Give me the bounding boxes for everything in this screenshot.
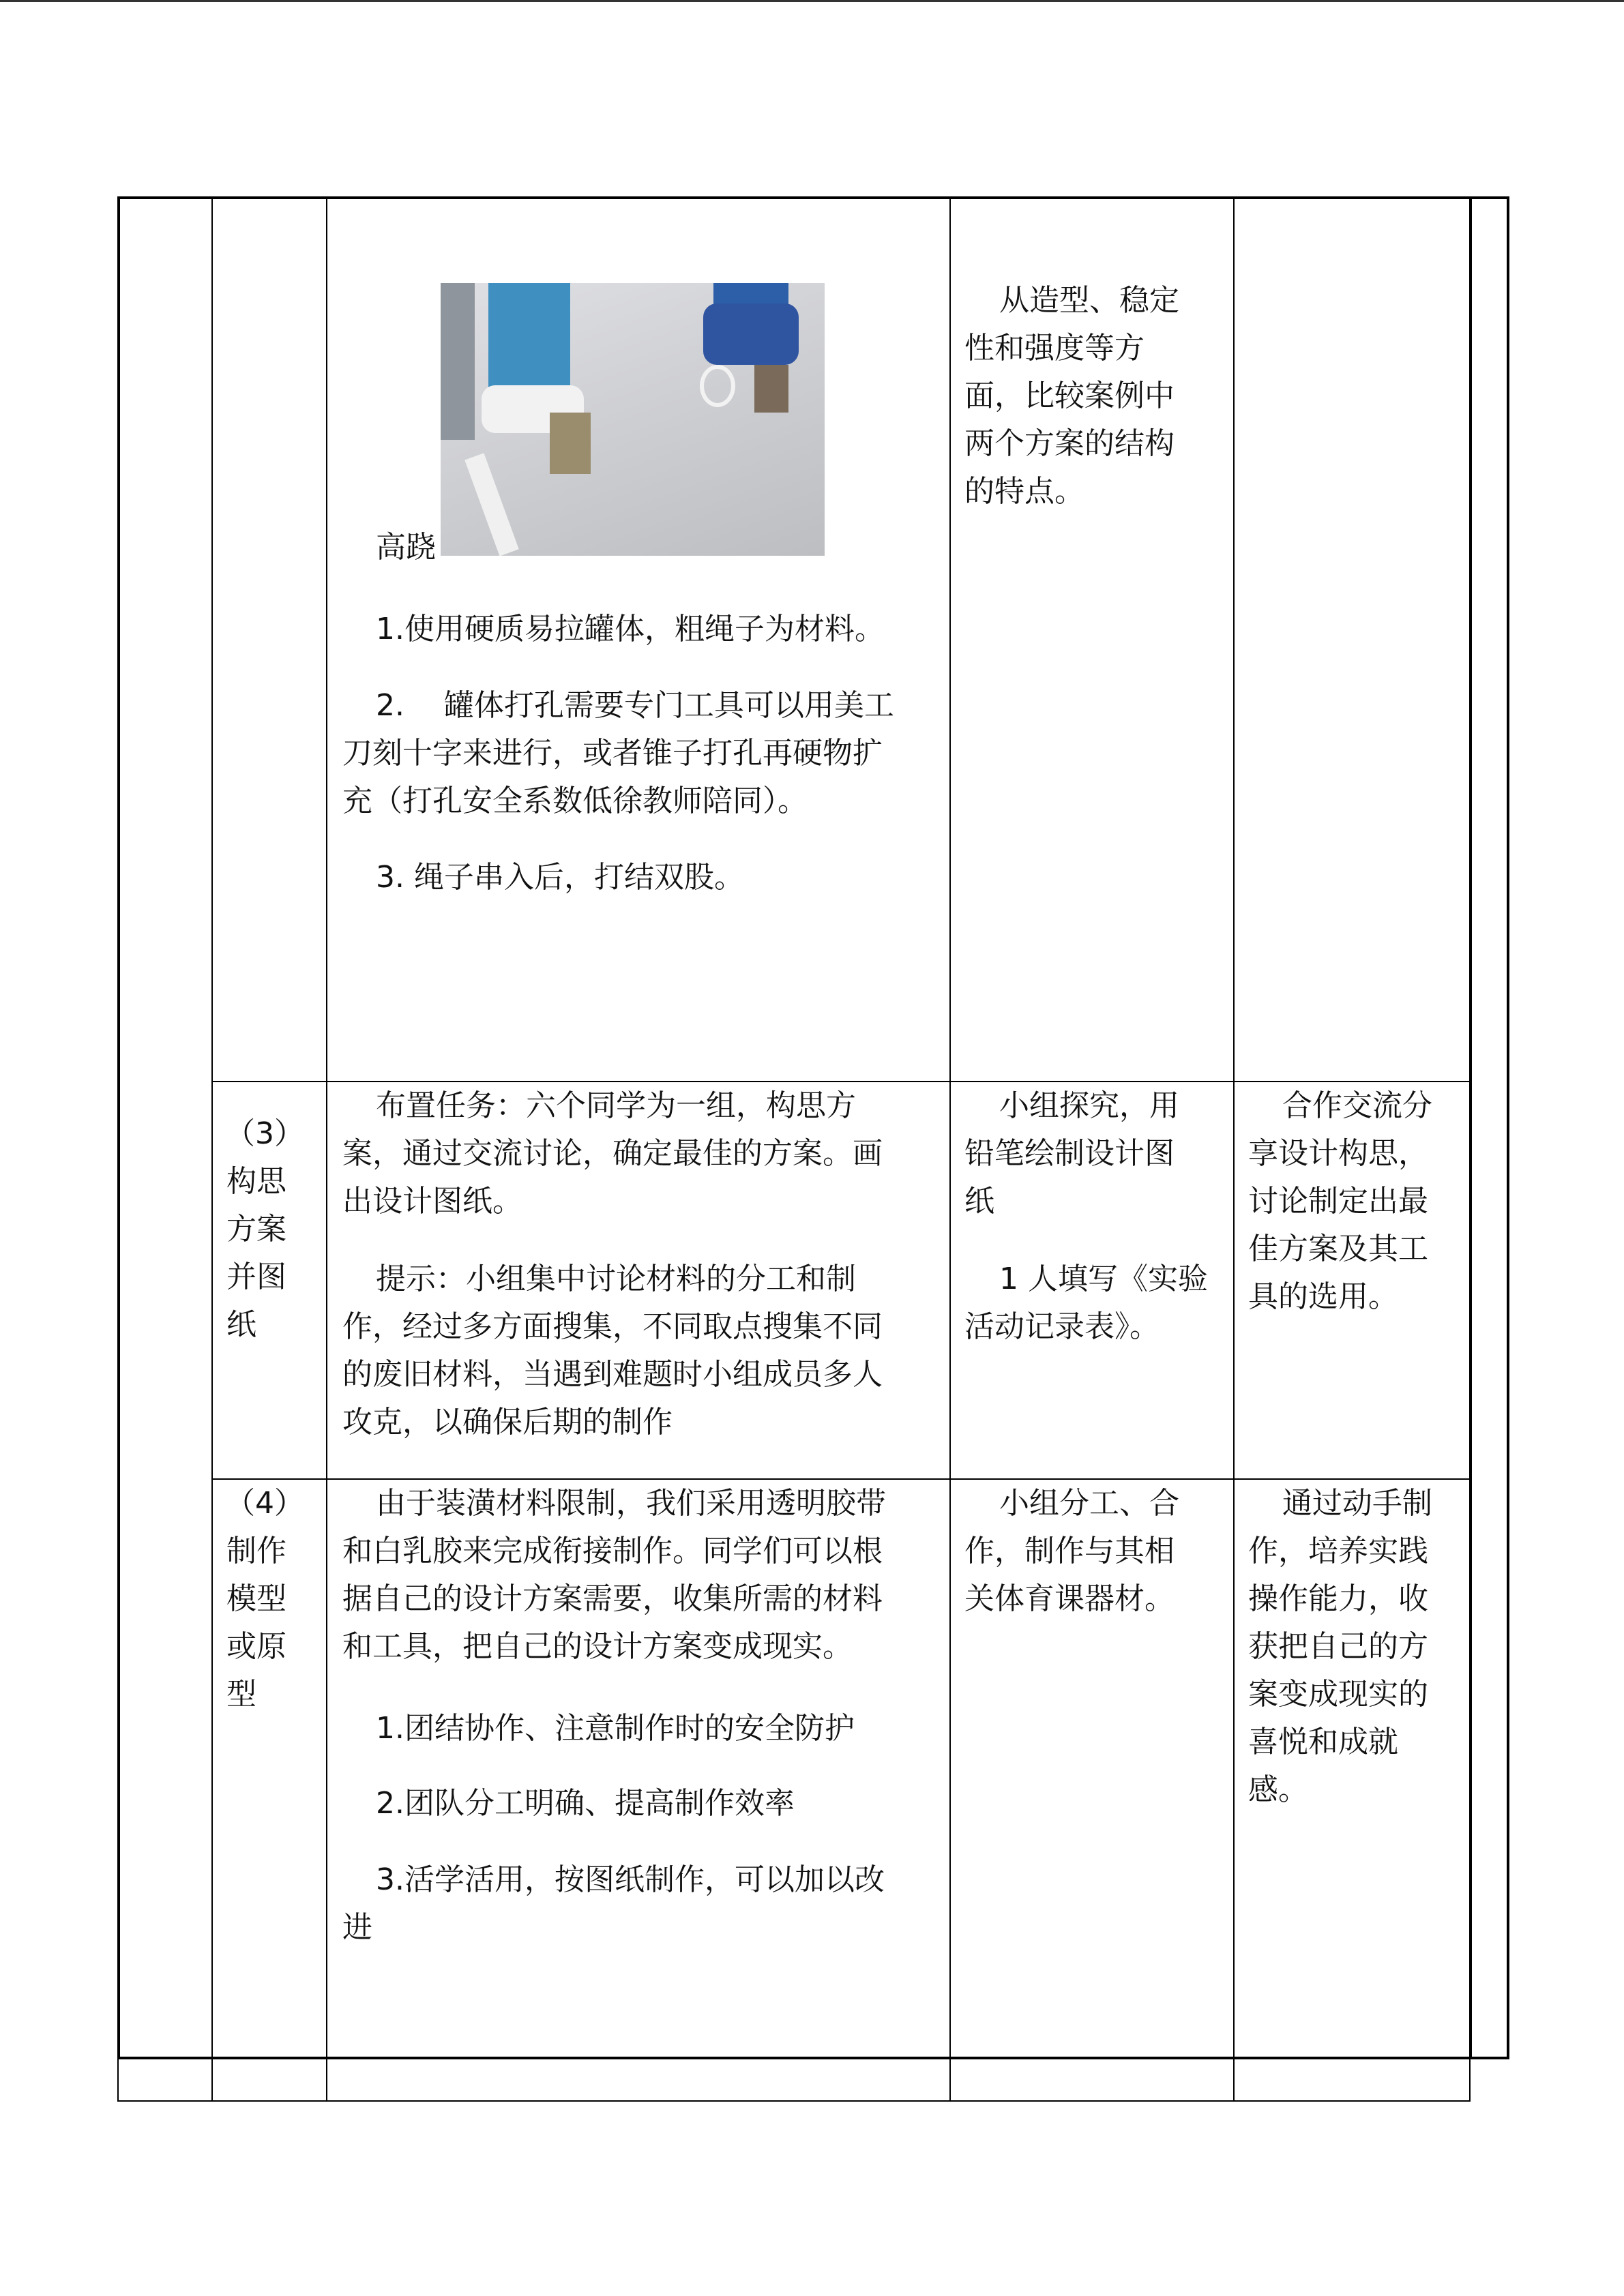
row3-intent-line-2: 作，培养实践 [1248, 1534, 1428, 1568]
row3-student-line-2: 作，制作与其相 [964, 1534, 1175, 1568]
extra-row-bottom-border [117, 2100, 1471, 2102]
row2-intent-line-5: 具的选用。 [1248, 1279, 1398, 1314]
row3-intent-line-3: 操作能力，收 [1248, 1581, 1428, 1616]
row2-content-line-7: 攻克，以确保后期的制作 [342, 1405, 673, 1440]
row2-intent-line-1: 合作交流分 [1282, 1088, 1432, 1123]
row2-student-line-1: 小组探究，用 [999, 1088, 1179, 1123]
row3-content-line-6: 2.团队分工明确、提高制作效率 [376, 1786, 795, 1821]
row3-content-line-5: 1.团结协作、注意制作时的安全防护 [376, 1711, 855, 1746]
row2-intent-line-2: 享设计构思， [1248, 1136, 1428, 1171]
row2-content-line-6: 的废旧材料，当遇到难题时小组成员多人 [342, 1357, 883, 1392]
row2-content-line-2: 案，通过交流讨论，确定最佳的方案。画 [342, 1136, 883, 1171]
photo-caption: 高跷 [376, 530, 436, 565]
row1-content-line-1: 1.使用硬质易拉罐体，粗绳子为材料。 [376, 612, 885, 646]
row3-content-line-3: 据自己的设计方案需要，收集所需的材料 [342, 1581, 883, 1616]
table-right-double-border [1469, 196, 1472, 2059]
row2-student-line-3: 纸 [964, 1184, 994, 1219]
row2-label-line-2: 构思 [226, 1164, 286, 1199]
row1-content-line-4: 充（打孔安全系数低徐教师陪同）。 [342, 784, 808, 818]
row2-label-line-1: （3） [225, 1116, 304, 1151]
row3-label-line-1: （4） [225, 1486, 304, 1521]
row2-intent-line-3: 讨论制定出最 [1248, 1184, 1428, 1219]
row1-content-line-2: 2. 罐体打孔需要专门工具可以用美工 [376, 688, 894, 723]
row3-student-line-1: 小组分工、合 [999, 1486, 1179, 1521]
row1-student-line-2: 性和强度等方 [964, 331, 1145, 366]
row3-intent-line-4: 获把自己的方 [1248, 1629, 1428, 1664]
row3-content-line-1: 由于装潢材料限制，我们采用透明胶带 [376, 1486, 886, 1521]
col-divider-4 [1233, 196, 1235, 2102]
row2-label-line-3: 方案 [226, 1212, 286, 1247]
row2-student-line-4: 1 人填写《实验 [999, 1262, 1208, 1296]
row3-intent-line-5: 案变成现实的 [1248, 1677, 1428, 1712]
stilts-photo [441, 283, 825, 556]
row3-label-line-3: 模型 [226, 1581, 286, 1616]
extra-row-right-border [1469, 2058, 1471, 2102]
col-divider-1 [211, 196, 213, 2102]
row3-student-line-3: 关体育课器材。 [964, 1581, 1175, 1616]
row1-student-line-5: 的特点。 [964, 474, 1084, 509]
col-divider-3 [949, 196, 951, 2102]
row2-content-line-3: 出设计图纸。 [342, 1184, 522, 1219]
row3-content-line-4: 和工具，把自己的设计方案变成现实。 [342, 1629, 853, 1664]
row2-student-line-2: 铅笔绘制设计图 [964, 1136, 1175, 1171]
row3-intent-line-1: 通过动手制 [1282, 1486, 1432, 1521]
row2-content-line-1: 布置任务：六个同学为一组，构思方 [376, 1088, 856, 1123]
row2-content-line-4: 提示：小组集中讨论材料的分工和制 [376, 1262, 856, 1296]
row2-intent-line-4: 佳方案及其工 [1248, 1232, 1428, 1266]
row3-intent-line-7: 感。 [1248, 1772, 1308, 1807]
row3-content-line-2: 和白乳胶来完成衔接制作。同学们可以根 [342, 1534, 883, 1568]
row2-label-line-5: 纸 [226, 1307, 256, 1342]
row2-student-line-5: 活动记录表》。 [964, 1309, 1160, 1344]
row3-content-line-8: 进 [342, 1910, 372, 1945]
row2-content-line-5: 作，经过多方面搜集，不同取点搜集不同 [342, 1309, 883, 1344]
row1-content-line-5: 3. 绳子串入后，打结双股。 [376, 860, 744, 895]
row3-label-line-5: 型 [226, 1677, 256, 1712]
row3-label-line-4: 或原 [226, 1629, 286, 1664]
row1-student-line-1: 从造型、稳定 [999, 283, 1179, 318]
row1-student-line-4: 两个方案的结构 [964, 426, 1175, 461]
row3-label-line-2: 制作 [226, 1534, 286, 1568]
row3-content-line-7: 3.活学活用，按图纸制作，可以加以改 [376, 1862, 885, 1897]
extra-row-left-border [117, 2058, 119, 2102]
row2-label-line-4: 并图 [226, 1259, 286, 1294]
row3-intent-line-6: 喜悦和成就 [1248, 1725, 1398, 1759]
row1-content-line-3: 刀刻十字来进行，或者锥子打孔再硬物扩 [342, 736, 883, 771]
row1-student-line-3: 面，比较案例中 [964, 378, 1175, 413]
page-top-rule [0, 0, 1624, 2]
